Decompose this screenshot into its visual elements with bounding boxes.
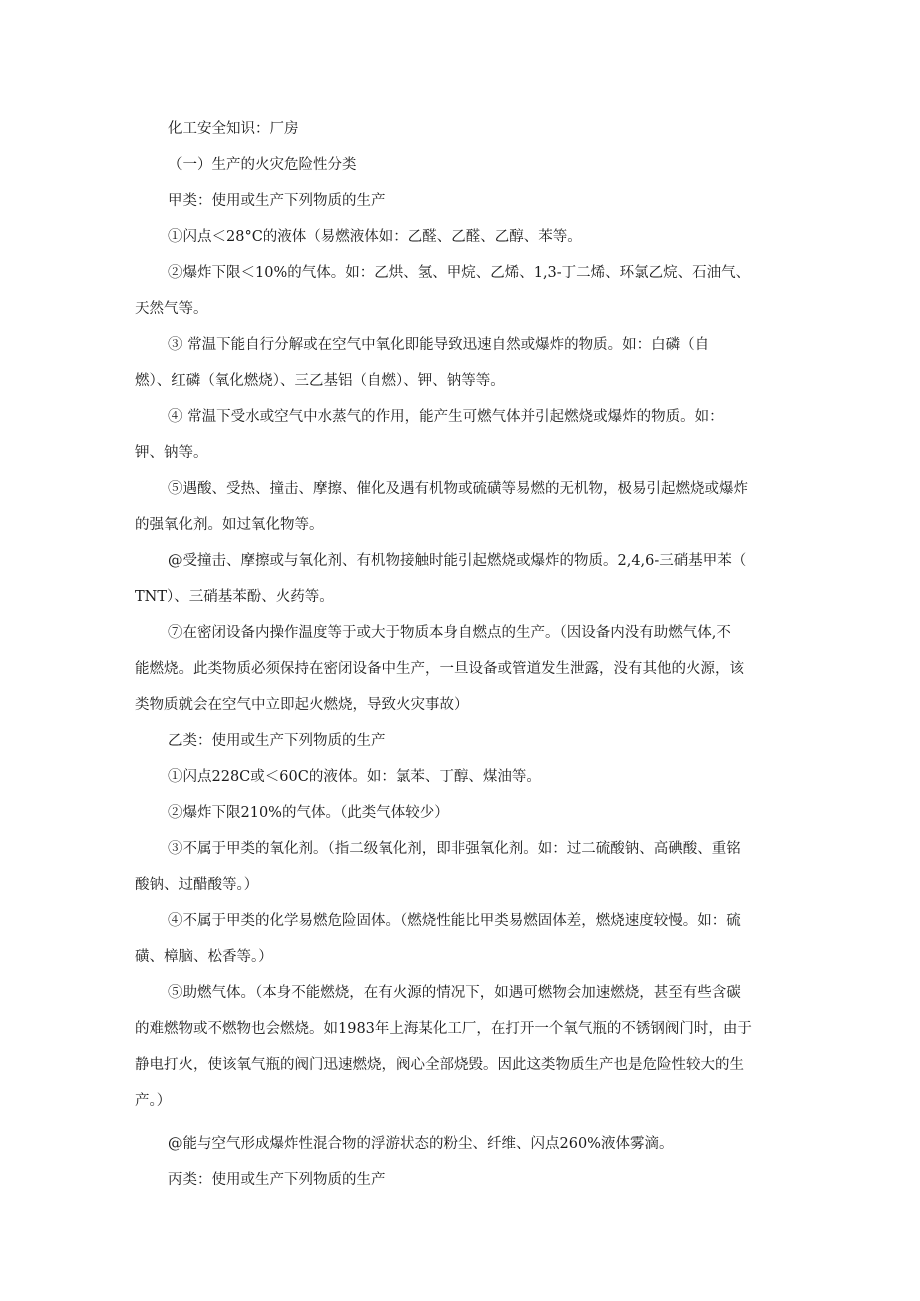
paragraph-line: ④ 常温下受水或空气中水蒸气的作用，能产生可燃气体并引起燃烧或爆炸的物质。如： — [168, 409, 724, 425]
paragraph-line: 磺、樟脑、松香等。） — [135, 949, 273, 965]
paragraph-line: 天然气等。 — [135, 301, 208, 317]
paragraph-line: 能燃烧。此类物质必须保持在密闭设备中生产，一旦设备或管道发生泄露，没有其他的火源，该 — [135, 661, 744, 677]
paragraph-line: ④不属于甲类的化学易燃危险固体。（燃烧性能比甲类易燃固体差，燃烧速度较慢。如：硫 — [168, 913, 741, 929]
category-heading-bing: 丙类：使用或生产下列物质的生产 — [168, 1172, 386, 1188]
paragraph-line: ⑦在密闭设备内操作温度等于或大于物质本身自燃点的生产。（因设备内没有助燃气体,不 — [168, 625, 731, 641]
paragraph-line: 钾、钠等。 — [135, 445, 208, 461]
paragraph-line: ③ 常温下能自行分解或在空气中氧化即能导致迅速自然或爆炸的物质。如：白磷（自 — [168, 337, 710, 353]
category-heading-jia: 甲类：使用或生产下列物质的生产 — [168, 193, 386, 209]
paragraph-line: ⑤遇酸、受热、撞击、摩擦、催化及遇有机物或硫磺等易燃的无机物，极易引起燃烧或爆炸 — [168, 481, 748, 497]
paragraph-line: 类物质就会在空气中立即起火燃烧，导致火灾事故） — [135, 697, 469, 713]
paragraph-line: 静电打火，使该氧气瓶的阀门迅速燃烧，阀心全部烧毁。因此这类物质生产也是危险性较大的生 — [135, 1057, 744, 1073]
paragraph-line: 的强氧化剂。如过氧化物等。 — [135, 517, 324, 533]
paragraph-line: ①闪点228C或＜60C的液体。如：氯苯、丁醇、煤油等。 — [168, 769, 541, 785]
paragraph-line: ③不属于甲类的氧化剂。（指二级氧化剂，即非强氧化剂。如：过二硫酸钠、高碘酸、重铭 — [168, 841, 741, 857]
category-heading-yi: 乙类：使用或生产下列物质的生产 — [168, 733, 386, 749]
paragraph-line: TNT）、三硝基苯酚、火药等。 — [135, 589, 334, 605]
doc-title: 化工安全知识：厂房 — [168, 121, 299, 137]
paragraph-line: 的难燃物或不燃物也会燃烧。如1983年上海某化工厂，在打开一个氧气瓶的不锈钢阀门时，由于 — [135, 1021, 752, 1037]
paragraph-line: 燃）、红磷（氧化燃烧）、三乙基铝（自燃）、钾、钠等等。 — [135, 373, 505, 389]
paragraph-line: @能与空气形成爆炸性混合物的浮游状态的粉尘、纤维、闪点260%液体雾滴。 — [168, 1136, 674, 1152]
paragraph-line: ①闪点＜28°C的液体（易燃液体如：乙醛、乙醛、乙醇、苯等。 — [168, 229, 582, 245]
paragraph-line: ⑤助燃气体。（本身不能燃烧，在有火源的情况下，如遇可燃物会加速燃烧，甚至有些含碳 — [168, 985, 741, 1001]
paragraph-line: @受撞击、摩擦或与氧化剂、有机物接触时能引起燃烧或爆炸的物质。2,4,6-三硝基甲苯（ — [168, 553, 747, 569]
paragraph-line: 产。） — [135, 1093, 172, 1109]
paragraph-line: 酸钠、过醋酸等。） — [135, 877, 259, 893]
section-heading: （一）生产的火灾危险性分类 — [168, 157, 357, 173]
paragraph-line: ②爆炸下限＜10%的气体。如：乙烘、氢、甲烷、乙烯、1,3-丁二烯、环氯乙烷、石油气、 — [168, 265, 751, 281]
paragraph-line: ②爆炸下限210%的气体。（此类气体较少） — [168, 805, 449, 821]
